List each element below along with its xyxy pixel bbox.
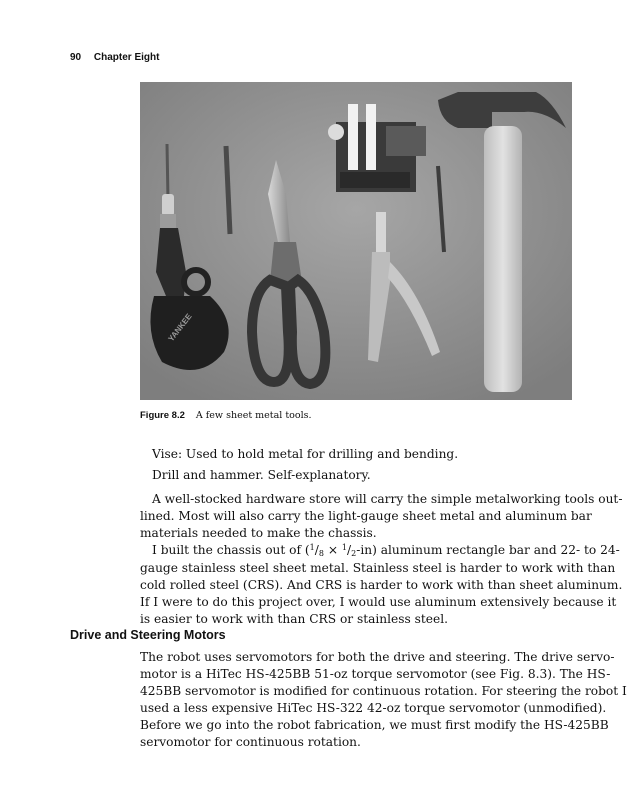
paragraph-line: gauge stainless steel sheet metal. Stainless steel is harder to work with than (140, 561, 616, 575)
paragraph-line: The robot uses servomotors for both the drive and steering. The drive servo- (140, 650, 615, 664)
paragraph-line: motor is a HiTec HS-425BB 51-oz torque servomotor (see Fig. 8.3). The HS- (140, 667, 611, 681)
paragraph-line: Before we go into the robot fabrication, we must first modify the HS-425BB (140, 718, 609, 732)
paragraph-line: materials needed to make the chassis. (140, 526, 377, 540)
section-heading: Drive and Steering Motors (70, 628, 226, 642)
paragraph-hardware-store (140, 491, 623, 542)
figure-label: Figure 8.2 (140, 410, 185, 421)
tools-photo-illustration (140, 82, 572, 400)
paragraph-line: cold rolled steel (CRS). And CRS is harder to work with than sheet aluminum. (140, 578, 623, 592)
page-number: 90 (70, 52, 82, 63)
paragraph-line: is easier to work with than CRS or stainless steel. (140, 612, 448, 626)
figure-caption (140, 410, 312, 421)
paragraph-line: servomotor for continuous rotation. (140, 735, 361, 749)
figure-caption-text: A few sheet metal tools. (195, 410, 312, 421)
drill-brand-text: YANKEE (166, 311, 194, 344)
paragraph-line-with-fractions: I built the chassis out of ($^1$/8 × $^1$/2-in) aluminum rectangle bar and 22- to 24- (152, 543, 620, 558)
tool-list (140, 446, 573, 484)
list-item: Drill and hammer. Self-explanatory. (152, 468, 371, 482)
paragraph-line: lined. Most will also carry the light-gauge sheet metal and aluminum bar (140, 509, 592, 523)
paragraph-chassis (140, 542, 623, 628)
running-header (70, 52, 159, 63)
figure-photo (140, 82, 572, 400)
paragraph-line: A well-stocked hardware store will carry the simple metalworking tools out- (152, 492, 623, 506)
paragraph-line: used a less expensive HiTec HS-322 42-oz torque servomotor (unmodified). (140, 701, 607, 715)
paragraph-motors (140, 649, 627, 751)
paragraph-line: If I were to do this project over, I would use aluminum extensively because it (140, 595, 617, 609)
paragraph-line: 425BB servomotor is modified for continuous rotation. For steering the robot I (140, 684, 627, 698)
chapter-title: Chapter Eight (93, 52, 160, 63)
list-item: Vise: Used to hold metal for drilling and bending. (152, 447, 459, 461)
